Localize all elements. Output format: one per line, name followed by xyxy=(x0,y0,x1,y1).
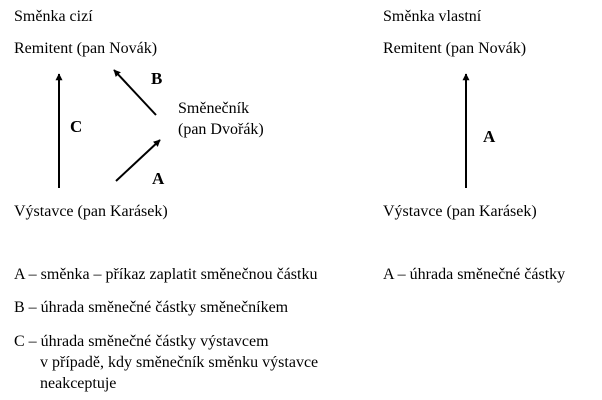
legend-left-c-line3: neakceptuje xyxy=(40,375,117,392)
legend-left-c-line2: v případě, kdy směnečník směnku výstavce xyxy=(40,354,319,371)
legend-left-b: B – úhrada směnečné částky směnečníkem xyxy=(14,299,289,316)
legend-left-c-line1: C – úhrada směnečné částky výstavcem xyxy=(14,333,269,350)
legend-left-a: A – směnka – příkaz zaplatit směnečnou částku xyxy=(14,266,318,283)
legend-right-a: A – úhrada směnečné částky xyxy=(383,266,566,283)
right-title: Směnka vlastní xyxy=(383,8,482,25)
left-arrow-a xyxy=(116,140,160,181)
left-smenecnik-node-line1: Směnečník xyxy=(178,100,250,117)
left-title: Směnka cizí xyxy=(14,8,93,25)
left-smenecnik-node-line2: (pan Dvořák) xyxy=(178,121,264,138)
left-remitent-node: Remitent (pan Novák) xyxy=(14,40,158,57)
left-arrow-label-c: C xyxy=(70,117,83,136)
right-remitent-node: Remitent (pan Novák) xyxy=(383,40,527,57)
left-arrow-label-a: A xyxy=(152,169,165,188)
right-vystavce-node: Výstavce (pan Karásek) xyxy=(383,203,537,220)
left-arrow-label-b: B xyxy=(151,69,163,88)
right-arrow-label-a: A xyxy=(483,127,496,146)
left-arrow-b xyxy=(114,70,156,115)
left-vystavce-node: Výstavce (pan Karásek) xyxy=(14,203,168,220)
